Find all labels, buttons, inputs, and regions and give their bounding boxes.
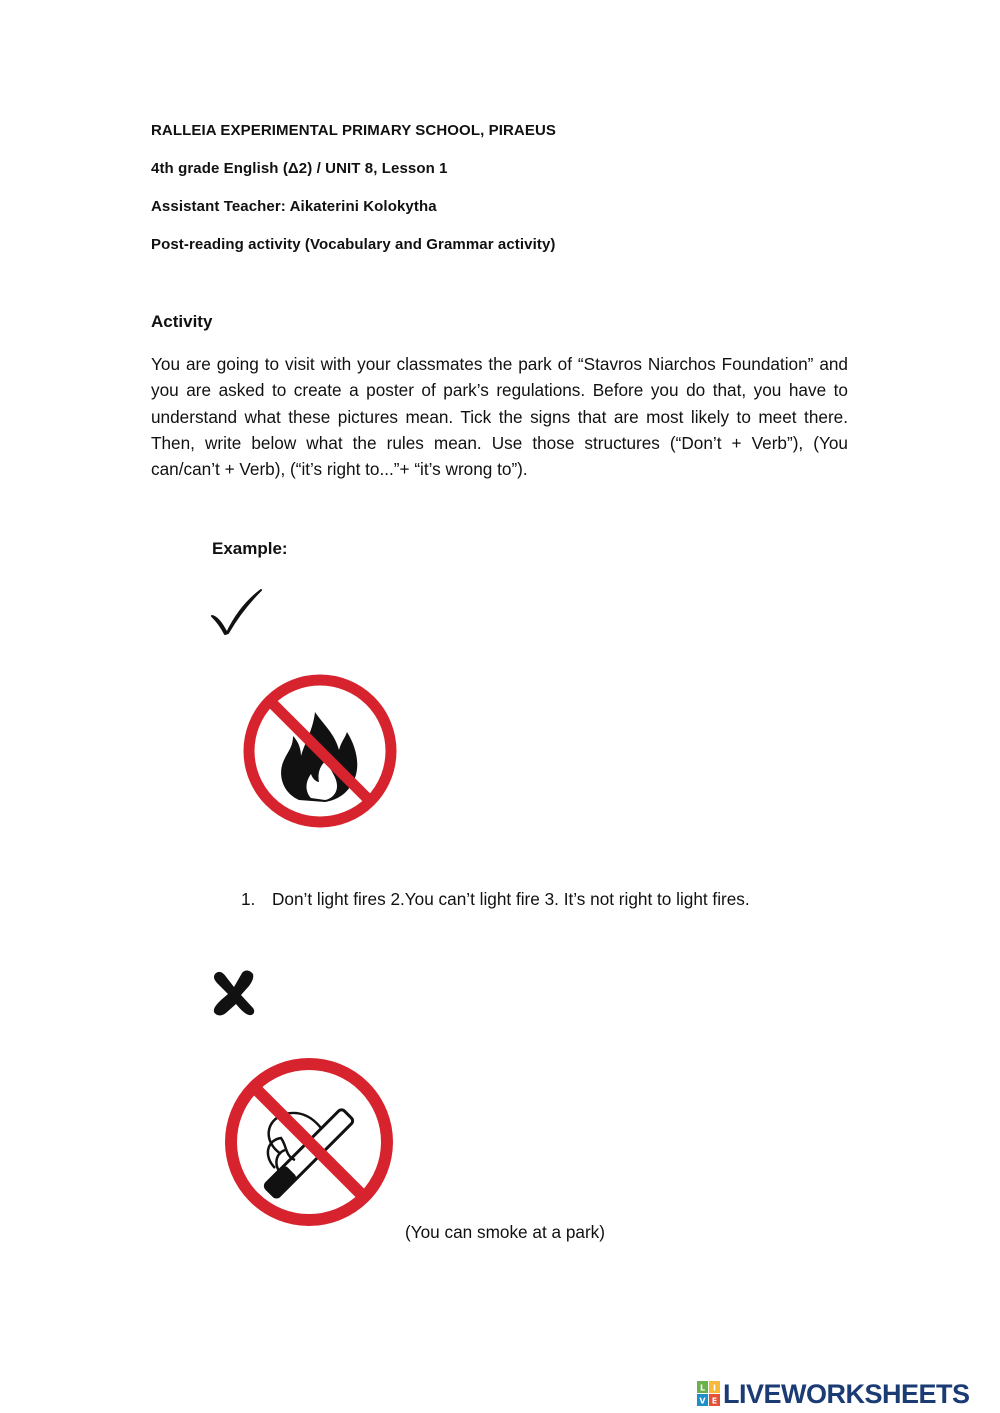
check-mark-icon <box>210 588 264 636</box>
svg-text:L: L <box>699 1383 706 1393</box>
cross-mark-icon <box>209 966 259 1018</box>
svg-text:I: I <box>713 1383 716 1393</box>
svg-text:V: V <box>699 1396 706 1406</box>
liveworksheets-logo-icon <box>697 1381 721 1407</box>
no-smoking-sign-icon <box>223 1056 395 1228</box>
example-answer <box>241 889 750 910</box>
brand-name: LIVEWORKSHEETS <box>723 1378 970 1409</box>
school-name: RALLEIA EXPERIMENTAL PRIMARY SCHOOL, PIRAEUS <box>151 122 556 139</box>
teacher-name: Assistant Teacher: Aikaterini Kolokytha <box>151 198 437 215</box>
course-title: 4th grade English (Δ2) / UNIT 8, Lesson 1 <box>151 160 448 177</box>
example-label: Example: <box>212 539 288 558</box>
answer-text: Don’t light fires 2.You can’t light fire 3. It’s not right to light fires. <box>272 889 750 909</box>
activity-type: Post-reading activity (Vocabulary and Grammar activity) <box>151 236 556 253</box>
svg-text:E: E <box>711 1396 718 1406</box>
liveworksheets-logo <box>697 1377 970 1411</box>
example-caption: (You can smoke at a park) <box>405 1222 605 1242</box>
activity-instructions: You are going to visit with your classmates the park of “Stavros Niarchos Foundation” and you are asked to create a poster of park’s regulations. Before you do that, you have to understand what these pictures mean. Tick the signs that are most likely to meet there. Then, write below what the rules mean. Use those structures (“Don’t + Verb”), (You can/can’t + Verb), (“it’s right to...”+ “it’s wrong to”). <box>151 354 848 480</box>
no-fire-sign-icon <box>241 672 399 830</box>
activity-title: Activity <box>151 312 213 331</box>
answer-number: 1. <box>241 889 256 909</box>
